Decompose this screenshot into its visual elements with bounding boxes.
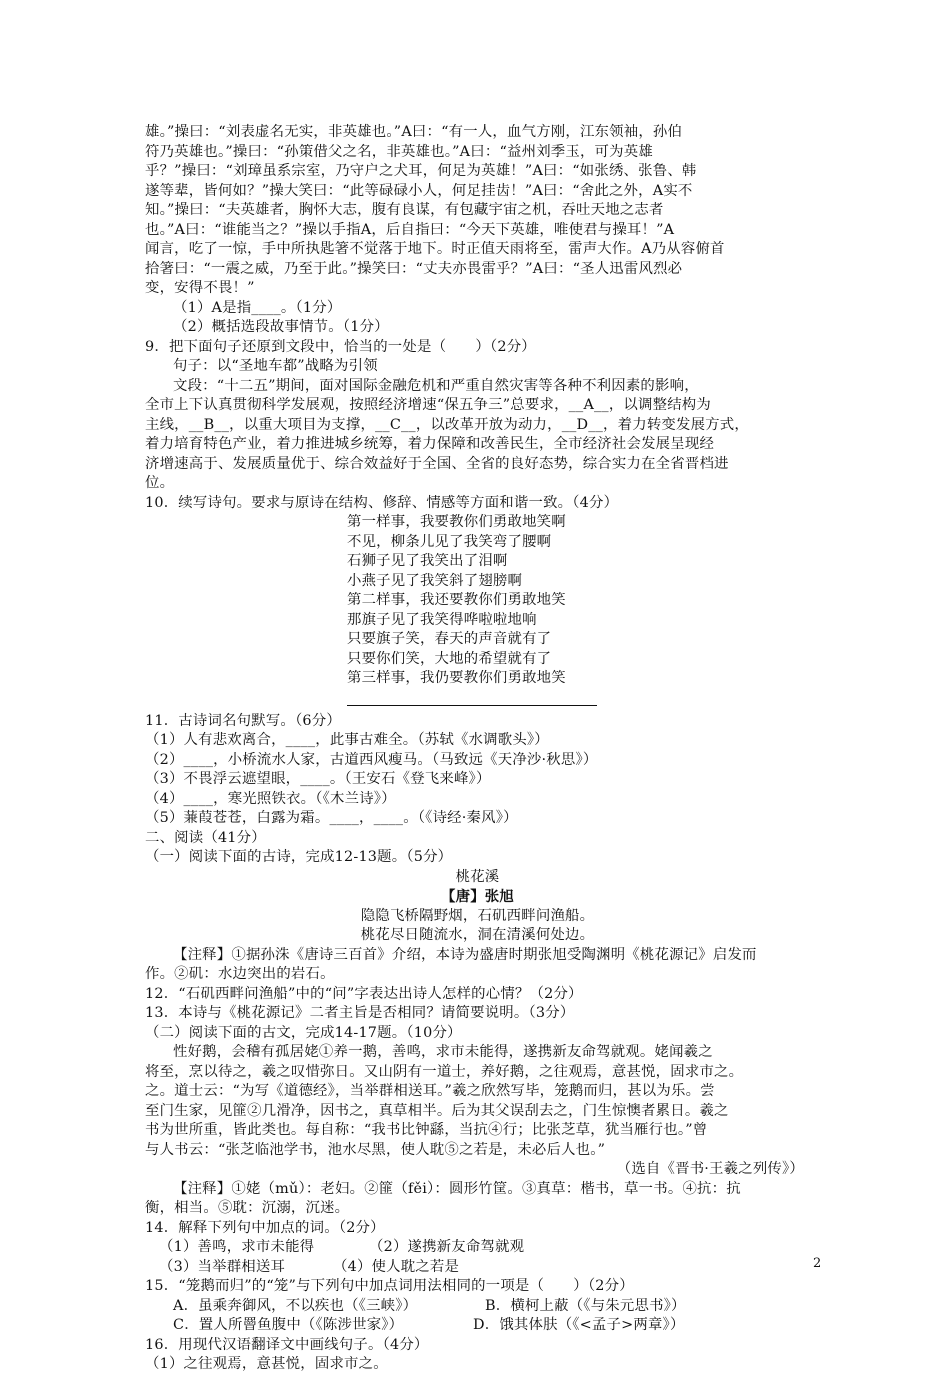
passage-line: 符乃英雄也。”操曰：“孙策借父之名，非英雄也。”A曰：“益州刘季玉，可为英雄 [145,143,653,160]
q15-row [145,1316,810,1336]
poem-line: 第三样事，我仍要教你们勇敢地笑 [347,670,566,686]
note-line: 衡，相当。⑤耽：沉溺，沉迷。 [145,1200,350,1216]
q11-item: （1）人有悲欢离合，____，此事古难全。（苏轼《水调歌头》） [145,732,549,748]
q8-sub1: （1）A是指____。（1分） [173,299,342,316]
q14-item: （2）遂携新友命驾就观 [369,1239,525,1255]
q11-item: （2）____，小桥流水人家，古道西风瘦马。（马致远《天净沙·秋思》） [145,751,598,768]
poem-title: 桃花溪 [455,868,500,885]
poem-line: 只要你们笑，大地的希望就有了 [347,650,552,667]
answer-blank-line [347,705,597,706]
q12: 12．“石矶西畔问渔船”中的“问”字表达出诗人怎样的心情？（2分） [145,985,583,1002]
q9-para-line: 全市上下认真贯彻科学发展观，按照经济增速“保五争三”总要求，__A__，以调整结构为 [145,397,711,413]
passage-line: 知。”操曰：“夫英雄者，胸怀大志，腹有良谋，有包藏宇宙之机，吞吐天地之志者 [145,202,664,218]
passage-line: 雄。”操曰：“刘表虚名无实，非英雄也。”A曰：“有一人，血气方刚，江东领袖，孙伯 [145,124,683,140]
document-page [145,123,810,1375]
poem-line: 只要旗子笑，春天的声音就有了 [347,631,552,647]
poem-line: 小燕子见了我笑斜了翅膀啊 [347,572,523,589]
q10-poem [145,513,810,689]
q11-item: （3）不畏浮云遮望眼，____。（王安石《登飞来峰》） [145,771,491,787]
note-line: 【注释】①姥（mǔ）：老妇。②篚（fěi）：圆形竹筐。③真草：楷书，草一书。④抗：抗 [173,1180,741,1197]
q15-option-c: C．置人所罾鱼腹中（《陈涉世家》） [173,1317,404,1333]
prose-line: 之。道士云：“为写《道德经》，当举群相送耳。”羲之欣然写毕，笼鹅而归，甚以为乐。尝 [145,1083,715,1099]
q9-para-line: 济增速高于、发展质量优于、综合效益好于全国、全省的良好态势，综合实力在全省晋档进 [145,455,729,472]
q10-stem: 10．续写诗句。要求与原诗在结构、修辞、情感等方面和谐一致。（4分） [145,494,619,511]
q9-sentence: 句子：以“圣地车都”战略为引领 [173,358,378,374]
q11-stem: 11．古诗词名句默写。（6分） [145,712,341,729]
q11-item: （5）蒹葭苍苍，白露为霜。____，____。（《诗经·秦风》） [145,810,518,826]
q14-row [145,1258,810,1278]
passage-line: 遂等辈，皆何如？”操大笑曰：“此等碌碌小人，何足挂齿！”A曰：“舍此之外，A实不 [145,182,693,199]
q14-row [145,1238,810,1258]
poem-line: 石狮子见了我笑出了泪啊 [347,553,508,569]
passage-line: 也。”A曰：“谁能当之？”操以手指A，后自指曰：“今天下英雄，唯使君与操耳！”A [145,221,675,238]
source-citation: （选自《晋书·王羲之列传》） [616,1161,804,1177]
q14-stem: 14．解释下列句中加点的词。（2分） [145,1219,385,1236]
q9-para-line: 文段：“十二五”期间，面对国际金融危机和严重自然灾害等各种不利因素的影响， [173,377,699,394]
note-line: 作。②矶：水边突出的岩石。 [145,966,335,982]
prose-line: 将至，烹以待之，羲之叹惜弥日。又山阴有一道士，养好鹅，之往观焉，意甚悦，固求市之。 [145,1063,744,1080]
prose-line: 性好鹅，会稽有孤居姥①养一鹅，善鸣，求市未能得，遂携新友命驾就观。姥闻羲之 [173,1044,713,1060]
poem-line: 那旗子见了我笑得哗啦啦地响 [347,611,537,628]
q9-stem: 9．把下面句子还原到文段中，恰当的一处是（ ）（2分） [145,338,536,355]
prose-line: 至门生家，见篚②几滑净，因书之，真草相半。后为其父误刮去之，门生惊懊者累日。羲之 [145,1102,729,1119]
q15-stem: 15．“笼鹅而归”的“笼”与下列句中加点词用法相同的一项是（ ）（2分） [145,1278,634,1294]
q14-item: （4）使人耽之若是 [333,1258,460,1275]
part1-heading: （一）阅读下面的古诗，完成12-13题。（5分） [145,849,453,865]
poem-line: 第二样事，我还要教你们勇敢地笑 [347,592,566,608]
passage-line: 变，安得不畏！” [145,280,255,296]
q14-item: （3）当举群相送耳 [159,1258,286,1275]
q9-para-line: 位。 [145,475,175,491]
q9-para-line: 着力培育特色产业，着力推进城乡统筹，着力保障和改善民生，全市经济社会发展呈现经 [145,436,715,452]
part2-heading: （二）阅读下面的古文，完成14-17题。（10分） [145,1024,462,1041]
q15-row [145,1297,810,1317]
passage-line: 拾箸曰：“一震之威，乃至于此。”操笑曰：“丈夫亦畏雷乎？”A曰：“圣人迅雷风烈必 [145,260,683,277]
poem-author: 【唐】张旭 [441,888,514,905]
q13: 13．本诗与《桃花源记》二者主旨是否相同？请简要说明。（3分） [145,1005,575,1021]
prose-line: 与人书云：“张芝临池学书，池水尽黑，使人耽⑤之若是，未必后人也。” [145,1141,606,1158]
q9-para-line: 主线，__B__，以重大项目为支撑，__C__，以改革开放为动力，__D__，着力转变发展方式， [145,416,749,433]
prose-line: 书为世所重，皆此类也。每自称：“我书比钟繇，当抗④行；比张芝草，犹当雁行也。”曾 [145,1122,708,1138]
poem-line: 第一样事，我要教你们勇敢地笑啊 [347,514,566,530]
q14-item: （1）善鸣，求市未能得 [159,1239,315,1255]
passage-line: 乎？”操曰：“刘璋虽系宗室，乃守户之犬耳，何足为英雄！”A曰：“如张绣、张鲁、韩 [145,163,697,179]
passage [145,123,810,299]
q15-option-b: B．横柯上蔽（《与朱元思书》） [485,1297,686,1314]
page-number: 2 [813,1256,822,1271]
note-line: 【注释】①据孙洙《唐诗三百首》介绍，本诗为盛唐时期张旭受陶渊明《桃花源记》启发而 [173,946,757,963]
q15-option-d: D．饿其体肤（《<孟子>两章》） [473,1317,685,1333]
poem-line: 隐隐飞桥隔野烟，石矶西畔问渔船。 [360,907,595,924]
poem-line: 桃花尽日随流水，洞在清溪何处边。 [360,927,595,943]
q15-option-a: A．虽乘奔御风，不以疾也（《三峡》） [173,1297,418,1314]
q16-stem: 16．用现代汉语翻译文中画线句子。（4分） [145,1336,429,1353]
poem-line: 不见，柳条儿见了我笑弯了腰啊 [347,533,552,550]
section-title: 二、阅读（41分） [145,829,266,846]
q16-item: （1）之往观焉，意甚悦，固求市之。 [145,1356,388,1372]
passage-line: 闻言，吃了一惊，手中所执匙箸不觉落于地下。时正值天雨将至，雷声大作。A乃从容俯首 [145,241,725,257]
q11-item: （4）____，寒光照铁衣。（《木兰诗》） [145,790,396,807]
q8-sub2: （2）概括选段故事情节。（1分） [173,319,389,335]
